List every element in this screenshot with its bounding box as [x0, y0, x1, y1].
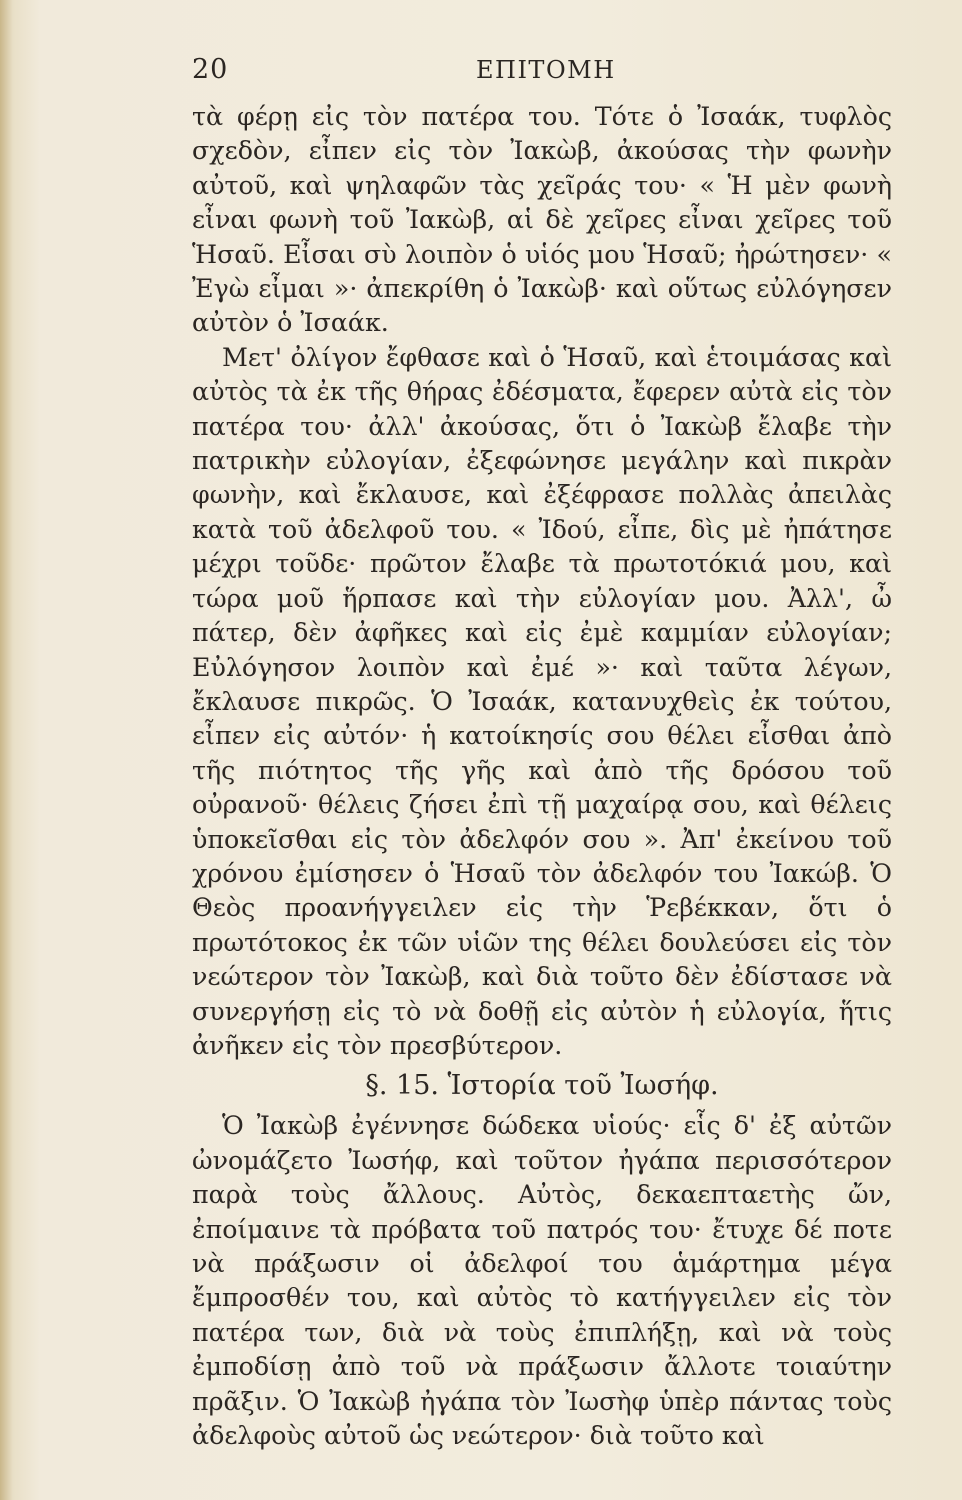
paragraph: Ὁ Ἰακὼβ ἐγέννησε δώδεκα υἱούς· εἷς δ' ἐξ αὐτῶν ὠνομάζετο Ἰωσήφ, καὶ τοῦτον ἠγάπα περισσότερον παρὰ τοὺς ἄλλους. Αὐτὸς, δεκαεπταετὴς ὤν, ἐποίμαινε τὰ πρόβατα τοῦ πατρός του· ἔτυχε δέ ποτε νὰ πράξωσιν οἱ ἀδελφοί του ἁμάρτημα μέγα ἔμπροσθέν του, καὶ αὐτὸς τὸ κατήγγειλεν εἰς τὸν πατέρα των, διὰ νὰ τοὺς ἐπιπλήξῃ, καὶ νὰ τοὺς ἐμποδίσῃ ἀπὸ τοῦ νὰ πράξωσιν ἄλλοτε τοιαύτην πρᾶξιν. Ὁ Ἰακὼβ ἠγάπα τὸν Ἰωσὴφ ὑπὲρ πάντας τοὺς ἀδελφοὺς αὐτοῦ ὡς νεώτερον· διὰ τοῦτο καὶ [192, 1111, 892, 1451]
page-number: 20 [192, 54, 229, 85]
section-heading: §. 15. Ἱστορία τοῦ Ἰωσήφ. [365, 1070, 719, 1102]
paragraph: Μετ' ὀλίγον ἔφθασε καὶ ὁ Ἡσαῦ, καὶ ἑτοιμάσας καὶ αὐτὸς τὰ ἐκ τῆς θήρας ἐδέσματα, ἔφερεν αὐτὰ εἰς τὸν πατέρα του· ἀλλ' ἀκούσας, ὅτι ὁ Ἰακὼβ ἔλαβε τὴν πατρικὴν εὐλογίαν, ἐξεφώνησε μεγάλην καὶ πικρὰν φωνὴν, καὶ ἔκλαυσε, καὶ ἐξέφρασε πολλὰς ἀπειλὰς κατὰ τοῦ ἀδελφοῦ του. « Ἰδού, εἶπε, δὶς μὲ ἠπάτησε μέχρι τοῦδε· πρῶτον ἔλαβε τὰ πρωτοτόκιά μου, καὶ τώρα μοῦ ἥρπασε καὶ τὴν εὐλογίαν μου. Ἀλλ', ὦ πάτερ, δὲν ἀφῆκες καὶ εἰς ἐμὲ καμμίαν εὐλογίαν; Εὐλόγησον λοιπὸν καὶ ἐμέ »· καὶ ταῦτα λέγων, ἔκλαυσε πικρῶς. Ὁ Ἰσαάκ, κατανυχθεὶς ἐκ τούτου, εἶπεν εἰς αὐτόν· ἡ κατοίκησίς σου θέλει εἶσθαι ἀπὸ τῆς πιότητος τῆς γῆς καὶ ἀπὸ τῆς δρόσου τοῦ οὐρανοῦ· θέλεις ζήσει ἐπὶ τῇ μαχαίρᾳ σου, καὶ θέλεις ὑποκεῖσθαι εἰς τὸν ἀδελφόν σου ». Ἀπ' ἐκείνου τοῦ χρόνου ἐμίσησεν ὁ Ἡσαῦ τὸν ἀδελφόν του Ἰακώβ. Ὁ Θεὸς προανήγγειλεν εἰς τὴν Ῥεβέκκαν, ὅτι ὁ πρωτότοκος ἐκ τῶν υἱῶν της θέλει δουλεύσει εἰς τὸν νεώτερον τὸν Ἰακὼβ, καὶ διὰ τοῦτο δὲν ἐδίστασε νὰ συνεργήσῃ εἰς τὸ νὰ δοθῇ εἰς αὐτὸν ἡ εὐλογία, ἥτις ἀνῆκεν εἰς τὸν πρεσβύτερον. [192, 342, 892, 1060]
body-text [192, 100, 892, 1453]
running-head: ΕΠΙΤΟΜΗ [476, 56, 616, 84]
page-gutter [0, 0, 12, 1500]
paragraph-continued: τὰ φέρῃ εἰς τὸν πατέρα του. Τότε ὁ Ἰσαάκ, τυφλὸς σχεδὸν, εἶπεν εἰς τὸν Ἰακὼβ, ἀκούσας τὴν φωνὴν αὐτοῦ, καὶ ψηλαφῶν τὰς χεῖράς του· « Ἡ μὲν φωνὴ εἶναι φωνὴ τοῦ Ἰακὼβ, αἱ δὲ χεῖρες εἶναι χεῖρες τοῦ Ἡσαῦ. Εἶσαι σὺ λοιπὸν ὁ υἱός μου Ἡσαῦ; ἠρώτησεν· « Ἐγὼ εἶμαι »· ἀπεκρίθη ὁ Ἰακὼβ· καὶ οὕτως εὐλόγησεν αὐτὸν ὁ Ἰσαάκ. [192, 102, 892, 338]
page-header [192, 54, 892, 98]
